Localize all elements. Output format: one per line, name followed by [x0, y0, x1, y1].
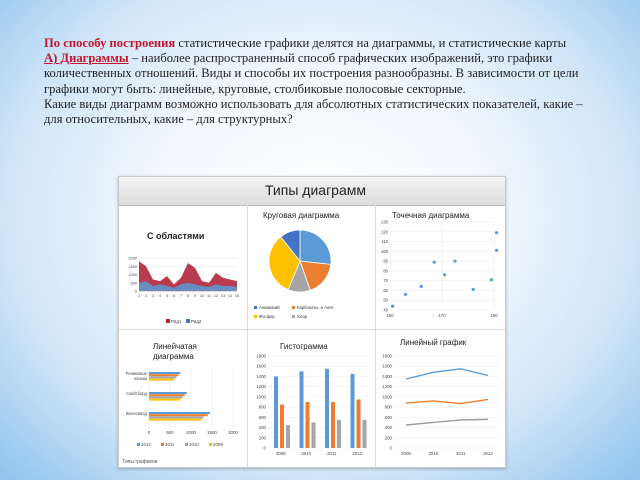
area-x-tick: 8	[186, 294, 190, 298]
scatter-y-tick: 110	[381, 239, 388, 245]
hbar-bar	[149, 372, 181, 374]
pie-chart-panel	[248, 206, 375, 328]
line-x-tick: 2009	[401, 451, 411, 456]
line-series-2	[406, 399, 488, 403]
scatter-point	[391, 304, 394, 307]
area-y-tick: 2000	[128, 256, 137, 261]
scatter-x-tick: 170	[438, 313, 446, 318]
area-x-tick: 3	[151, 294, 155, 298]
line-y-tick: 600	[384, 414, 392, 420]
scatter-chart-panel	[376, 206, 505, 328]
hbar-legend-swatch	[137, 443, 140, 446]
hbar-bar	[149, 376, 176, 378]
scatter-y-tick: 120	[381, 229, 388, 235]
hbar-category-label: Скейтборд	[126, 391, 147, 396]
pie-legend-4: Хлор	[297, 314, 307, 319]
area-x-tick: 2	[144, 294, 148, 298]
histogram-x-tick: 2009	[275, 451, 286, 456]
hbar-legend-label: 2010	[189, 442, 199, 447]
hbar-bar	[149, 394, 185, 396]
scatter-point	[490, 278, 493, 281]
pie-slice	[300, 230, 331, 264]
hbar-category-label: Велосипед	[125, 411, 147, 416]
line-chart-panel	[376, 330, 505, 467]
area-x-tick: 9	[193, 294, 197, 298]
area-y-tick: 1500	[128, 264, 137, 269]
line-series-3	[406, 419, 488, 425]
histogram-bar	[331, 402, 335, 448]
hbar-x-tick: 1000	[186, 430, 196, 435]
histogram-bar	[274, 376, 278, 448]
pie-legend-2: Карбонаты, и Алит	[297, 305, 334, 310]
area-legend-1: Ряд1	[171, 319, 182, 324]
line-chart-svg	[376, 330, 505, 467]
histogram-title: Гистограмма	[280, 342, 328, 351]
line-chart-title: Линейный график	[400, 338, 467, 347]
line-y-tick: 0	[389, 445, 392, 451]
scatter-point	[404, 293, 407, 296]
hbar-x-tick: 500	[166, 430, 174, 435]
histogram-x-tick: 2012	[352, 451, 363, 456]
paragraph-3: Какие виды диаграмм возможно использовать для абсолютных статистических показателей, какие – для относительных, какие – для структурных?	[44, 96, 583, 127]
scatter-y-tick: 80	[383, 268, 388, 274]
area-chart-svg	[119, 206, 246, 328]
histogram-bar	[300, 371, 304, 448]
histogram-bar	[286, 425, 290, 448]
chart-types-poster	[118, 176, 506, 468]
paragraph-1	[44, 36, 604, 51]
paragraph-2	[44, 51, 604, 97]
paragraph-2-rest: – наиболее распространенный способ графических изображений, это графики количественных отношений. Виды и способы их построения разнообразны. В зависимости от цели графики могут быть: линейные, круговые, столбиковые полосовые секторные.	[44, 51, 579, 96]
hbar-bar	[149, 379, 174, 381]
scatter-y-tick: 60	[383, 287, 388, 293]
hbar-legend-label: 2011	[165, 442, 175, 447]
area-x-tick: 4	[158, 294, 162, 298]
area-chart-panel	[119, 206, 246, 328]
histogram-x-tick: 2011	[327, 451, 337, 456]
histogram-y-tick: 1800	[256, 353, 266, 359]
hbar-legend-label: 2012	[141, 442, 151, 447]
hbar-bar	[149, 399, 181, 401]
pie-legend-3: Фосфор	[259, 314, 275, 319]
hbar-chart-title-2: диаграмма	[153, 352, 194, 361]
histogram-y-tick: 1400	[256, 373, 266, 379]
scatter-point	[443, 273, 446, 276]
area-x-tick: 1	[137, 294, 141, 298]
histogram-y-tick: 1000	[256, 394, 266, 400]
histogram-y-tick: 0	[263, 445, 266, 451]
hbar-chart-title-1: Линейчатая	[153, 342, 197, 351]
scatter-y-tick: 90	[383, 258, 388, 264]
scatter-chart-title: Точечная диаграмма	[392, 211, 470, 220]
histogram-y-tick: 600	[258, 414, 266, 420]
line-y-tick: 1200	[382, 384, 392, 390]
histogram-bar	[312, 422, 316, 448]
hbar-legend-label: 2009	[213, 442, 223, 447]
line-y-tick: 200	[384, 435, 392, 441]
area-x-tick: 7	[179, 294, 183, 298]
hbar-category-label: коньки	[134, 376, 147, 381]
scatter-point	[420, 285, 423, 288]
hbar-bar	[149, 419, 202, 421]
area-y-tick: 0	[134, 289, 137, 294]
histogram-x-tick: 2010	[301, 451, 312, 456]
histogram-bar	[363, 420, 367, 448]
histogram-bar	[351, 374, 355, 448]
scatter-y-tick: 130	[381, 219, 388, 225]
histogram-y-tick: 400	[258, 425, 266, 431]
area-x-tick: 12	[213, 294, 219, 298]
hbar-x-tick: 0	[147, 430, 151, 435]
line-y-tick: 800	[384, 404, 392, 410]
hbar-bar	[149, 392, 187, 394]
histogram-y-tick: 200	[258, 435, 266, 441]
line-y-tick: 1800	[382, 353, 392, 359]
line-y-tick: 1400	[382, 373, 392, 379]
hbar-legend-swatch	[161, 443, 164, 446]
line-x-tick: 2012	[483, 451, 493, 456]
hbar-bar	[149, 412, 210, 414]
scatter-y-tick: 70	[383, 278, 388, 284]
area-x-tick: 15	[234, 294, 240, 298]
histogram-panel	[248, 330, 375, 467]
area-x-tick: 11	[207, 294, 211, 298]
hbar-category-label: Роликовые	[125, 371, 147, 376]
histogram-y-tick: 1600	[256, 363, 266, 369]
scatter-point	[433, 260, 436, 263]
paragraph-2-lead: А) Диаграммы	[44, 51, 129, 66]
area-legend-2: Ряд2	[191, 319, 202, 324]
hbar-bar	[149, 416, 204, 418]
poster-title: Типы диаграмм	[265, 182, 366, 198]
histogram-y-tick: 800	[258, 404, 266, 410]
area-x-tick: 10	[199, 294, 205, 298]
scatter-point	[495, 249, 498, 252]
scatter-y-tick: 50	[383, 297, 388, 303]
line-x-tick: 2011	[455, 451, 466, 456]
pie-legend-1: Алюминий	[259, 305, 280, 310]
scatter-x-tick: 190	[490, 313, 498, 318]
hbar-x-tick: 1500	[207, 430, 217, 435]
hbar-chart-panel	[119, 330, 246, 467]
hbar-x-tick: 2000	[228, 430, 238, 435]
area-y-tick: 1000	[128, 273, 137, 277]
scatter-chart-svg	[376, 206, 505, 328]
line-y-tick: 1000	[382, 394, 392, 400]
hbar-bar	[149, 414, 208, 416]
area-x-tick: 13	[220, 294, 226, 298]
scatter-y-tick: 40	[383, 307, 388, 313]
area-x-tick: 6	[172, 294, 176, 298]
area-y-tick: 500	[130, 281, 137, 286]
histogram-bar	[357, 399, 361, 448]
hbar-bar	[149, 396, 183, 398]
histogram-bar	[337, 420, 341, 448]
histogram-bar	[325, 369, 329, 448]
histogram-y-tick: 1200	[256, 384, 266, 390]
area-chart-title: С областями	[147, 231, 205, 241]
histogram-bar	[306, 402, 310, 448]
scatter-x-tick: 150	[386, 313, 394, 318]
histogram-bar	[280, 405, 284, 448]
area-x-tick: 5	[165, 294, 169, 298]
hbar-chart-svg	[119, 330, 246, 467]
scatter-point	[472, 288, 475, 291]
pie-chart-svg	[248, 206, 375, 328]
scatter-point	[453, 260, 456, 263]
line-x-tick: 2010	[428, 451, 439, 456]
scatter-y-tick: 100	[381, 248, 388, 254]
hbar-legend-swatch	[209, 443, 212, 446]
paragraph-1-rest: статистические графики делятся на диаграммы, и статистические карты	[175, 36, 567, 50]
pie-chart-title: Круговая диаграмма	[263, 211, 340, 220]
hbar-bar	[149, 374, 178, 376]
slide-text	[44, 36, 604, 127]
poster-bottom-caption: Типы графиков	[122, 459, 158, 465]
area-x-tick: 14	[227, 294, 233, 298]
line-y-tick: 1600	[382, 363, 392, 369]
line-series-1	[406, 369, 488, 379]
line-y-tick: 400	[384, 425, 392, 431]
scatter-point	[495, 231, 498, 234]
histogram-svg	[248, 330, 375, 467]
hbar-legend-swatch	[185, 443, 188, 446]
paragraph-1-lead: По способу построения	[44, 36, 176, 50]
poster-header	[119, 177, 505, 206]
